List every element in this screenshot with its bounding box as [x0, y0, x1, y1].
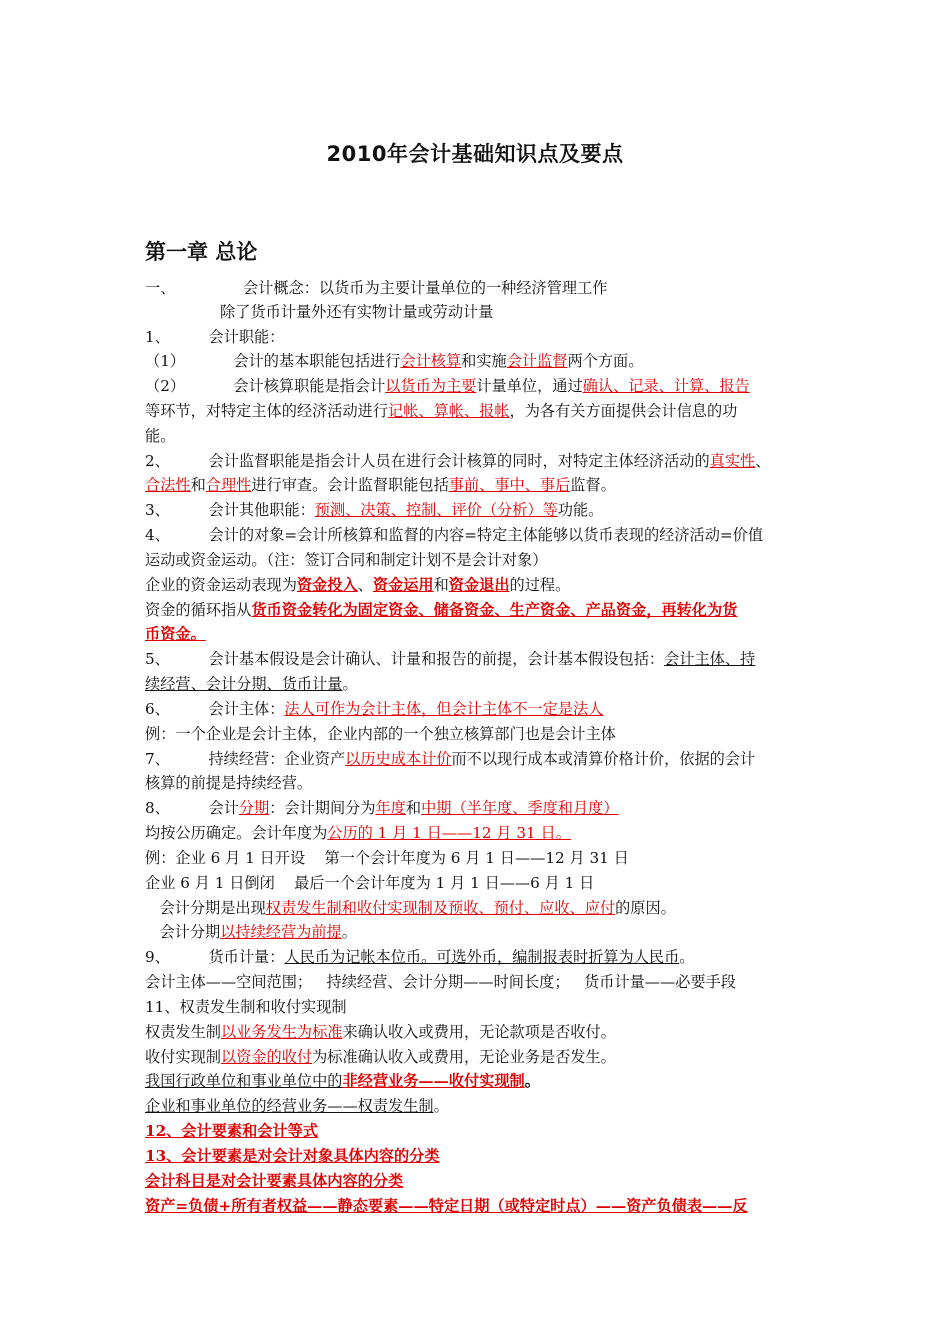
text-line	[145, 1096, 449, 1116]
text-line	[145, 1196, 748, 1216]
text-segment: 核算的前提是持续经营。	[145, 774, 313, 792]
text-segment: 、	[755, 452, 771, 470]
text-segment: 9、 货币计量：	[145, 948, 285, 966]
text-segment: 。	[342, 675, 358, 693]
text-line	[145, 898, 676, 918]
highlighted-text: 以资金的收付	[220, 1048, 313, 1066]
text-line	[145, 1047, 616, 1067]
highlighted-text: 合理性	[205, 476, 252, 494]
text-segment: 续经营、会计分期、货币计量	[145, 675, 343, 693]
text-segment: 、	[357, 576, 373, 594]
highlighted-text: 以持续经营为前提	[220, 923, 342, 941]
text-line	[145, 550, 547, 570]
text-segment: 3、 会计其他职能：	[145, 501, 315, 519]
text-line	[145, 451, 770, 471]
highlighted-text: 法人可作为会计主体，但会计主体不一定是法人	[284, 700, 604, 718]
highlighted-text: 分期	[238, 799, 270, 817]
text-segment: 11、权责发生制和收付实现制	[145, 998, 347, 1016]
highlighted-text: 资金运用	[372, 576, 434, 594]
text-segment: 。	[679, 948, 695, 966]
highlighted-text: 会计科目是对会计要素具体内容的分类	[145, 1172, 404, 1190]
text-line	[145, 376, 750, 396]
text-line	[145, 674, 358, 694]
text-line	[145, 724, 616, 744]
text-segment: ：会计期间分为	[269, 799, 376, 817]
text-line	[145, 525, 763, 545]
text-segment: 和	[405, 799, 422, 817]
text-segment: 为标准确认收入或费用，无论业务是否发生。	[312, 1048, 616, 1066]
text-segment: 8、 会计	[145, 799, 239, 817]
text-line	[145, 947, 694, 967]
highlighted-text: 以历史成本计价	[345, 750, 452, 768]
highlighted-text: 记帐、算帐、报帐	[388, 402, 510, 420]
text-segment: ，为各有关方面提供会计信息的功	[509, 402, 738, 420]
text-line	[145, 1022, 616, 1042]
text-segment: （2） 会计核算职能是指会计	[145, 377, 386, 395]
text-line	[145, 278, 607, 298]
text-segment: 进行审查。会计监督职能包括	[251, 476, 449, 494]
text-segment: 的过程。	[509, 576, 571, 594]
text-line	[145, 699, 603, 719]
text-line	[145, 798, 619, 818]
document-title: 2010年会计基础知识点及要点	[326, 142, 624, 166]
highlighted-text: 中期（半年度、季度和月度）	[421, 799, 619, 817]
highlighted-text: 资金投入	[296, 576, 358, 594]
text-line	[145, 500, 603, 520]
text-segment: 和实施	[461, 352, 507, 370]
text-segment: 4、 会计的对象=会计所核算和监督的内容=特定主体能够以货币表现的经济活动=价值	[145, 526, 764, 544]
chapter-heading: 第一章 总论	[145, 240, 258, 264]
text-segment: 除了货币计量外还有实物计量或劳动计量	[220, 303, 494, 321]
text-segment: 会计主体、持	[664, 650, 756, 668]
highlighted-text: 币资金。	[145, 625, 206, 643]
highlighted-text: 会计监督	[506, 352, 568, 370]
text-segment: 和	[190, 476, 206, 494]
text-line	[145, 997, 347, 1017]
highlighted-text: 12、会计要素和会计等式	[145, 1122, 319, 1140]
text-segment: 运动或资金运动。（注：签订合同和制定计划不是会计对象）	[145, 551, 548, 569]
highlighted-text: 权责发生制和收付实现制及预收、预付、应收、应付	[265, 899, 616, 917]
text-segment: 企业的资金运动表现为	[145, 576, 297, 594]
text-segment: 资金的循环指从	[145, 601, 252, 619]
text-segment: 7、 持续经营：企业资产	[145, 750, 346, 768]
text-line	[145, 600, 737, 620]
highlighted-text: 确认、记录、计算、报告	[582, 377, 750, 395]
highlighted-text: 资金退出	[448, 576, 510, 594]
text-segment: 会计分期是出现	[145, 899, 266, 917]
highlighted-text: 资产=负债+所有者权益——静态要素——特定日期（或特定时点）——资产负债表——反	[145, 1197, 748, 1215]
text-line	[145, 475, 616, 495]
text-line	[145, 773, 312, 793]
highlighted-text: 公历的 1 月 1 日——12 月 31 日。	[327, 824, 571, 842]
text-line	[145, 922, 357, 942]
text-segment: 两个方面。	[567, 352, 644, 370]
highlighted-text: 13、会计要素是对会计对象具体内容的分类	[145, 1147, 440, 1165]
highlighted-text: 合法性	[145, 476, 191, 494]
text-line	[145, 848, 629, 868]
highlighted-text: 货币资金转化为固定资金、储备资金、生产资金、产品资金，再转化为货	[251, 601, 738, 619]
text-segment: 我国行政单位和事业单位中的	[145, 1072, 343, 1090]
text-line	[145, 624, 206, 644]
text-segment: 而不以现行成本或清算价格计价，依据的会计	[451, 750, 756, 768]
text-segment: 权责发生制	[145, 1023, 221, 1041]
text-line	[145, 972, 736, 992]
text-segment: 企业和事业单位的经营业务——权责发生制	[145, 1097, 434, 1115]
text-segment: 功能。	[557, 501, 604, 519]
text-segment: 一、 会计概念：以货币为主要计量单位的一种经济管理工作	[145, 279, 608, 297]
highlighted-text: 年度	[375, 799, 406, 817]
text-segment: 。	[341, 923, 357, 941]
text-line	[145, 575, 570, 595]
text-segment: （1） 会计的基本职能包括进行	[145, 352, 401, 370]
text-line	[145, 749, 755, 769]
text-segment: 企业 6 月 1 日倒闭 最后一个会计年度为 1 月 1 日——6 月 1 日	[145, 874, 595, 892]
text-segment: 人民币为记帐本位币。可选外币，编制报表时折算为人民币	[284, 948, 680, 966]
text-segment: 2、 会计监督职能是指会计人员在进行会计核算的同时，对特定主体经济活动的	[145, 452, 710, 470]
text-line	[145, 823, 571, 843]
text-segment: 例：一个企业是会计主体，企业内部的一个独立核算部门也是会计主体	[145, 725, 616, 743]
text-line	[145, 327, 284, 347]
text-segment: 收付实现制	[145, 1048, 221, 1066]
text-segment: 。	[524, 1072, 540, 1090]
text-line	[145, 401, 737, 421]
text-line	[145, 649, 755, 669]
highlighted-text: 以业务发生为标准	[220, 1023, 343, 1041]
text-segment: 1、 会计职能：	[145, 328, 285, 346]
text-segment: 计量单位，通过	[476, 377, 583, 395]
text-segment: 来确认收入或费用，无论款项是否收付。	[342, 1023, 616, 1041]
text-line	[220, 302, 493, 322]
text-segment: 会计主体——空间范围； 持续经营、会计分期——时间长度； 货币计量——必要手段	[145, 973, 736, 991]
text-segment: 会计分期	[145, 923, 221, 941]
text-segment: 能。	[145, 427, 176, 445]
text-line	[145, 351, 643, 371]
highlighted-text: 非经营业务——收付实现制	[342, 1072, 525, 1090]
text-segment: 等环节，对特定主体的经济活动进行	[145, 402, 388, 420]
highlighted-text: 以货币为主要	[385, 377, 477, 395]
text-segment: 6、 会计主体：	[145, 700, 285, 718]
text-segment: 和	[433, 576, 449, 594]
text-line	[145, 1121, 318, 1141]
text-segment: 监督。	[570, 476, 616, 494]
text-segment: 。	[433, 1097, 449, 1115]
text-line	[145, 1071, 540, 1091]
text-segment: 的原因。	[615, 899, 676, 917]
text-line	[145, 1171, 403, 1191]
text-segment: 5、 会计基本假设是会计确认、计量和报告的前提，会计基本假设包括：	[145, 650, 665, 668]
text-segment: 均按公历确定。会计年度为	[145, 824, 328, 842]
highlighted-text: 真实性	[709, 452, 756, 470]
highlighted-text: 会计核算	[400, 352, 462, 370]
highlighted-text: 预测、决策、控制、评价（分析）等	[314, 501, 558, 519]
text-line	[145, 426, 175, 446]
text-line	[145, 1146, 440, 1166]
highlighted-text: 事前、事中、事后	[448, 476, 571, 494]
text-segment: 例：企业 6 月 1 日开设 第一个会计年度为 6 月 1 日——12 月 31 日	[145, 849, 629, 867]
text-line	[145, 873, 594, 893]
